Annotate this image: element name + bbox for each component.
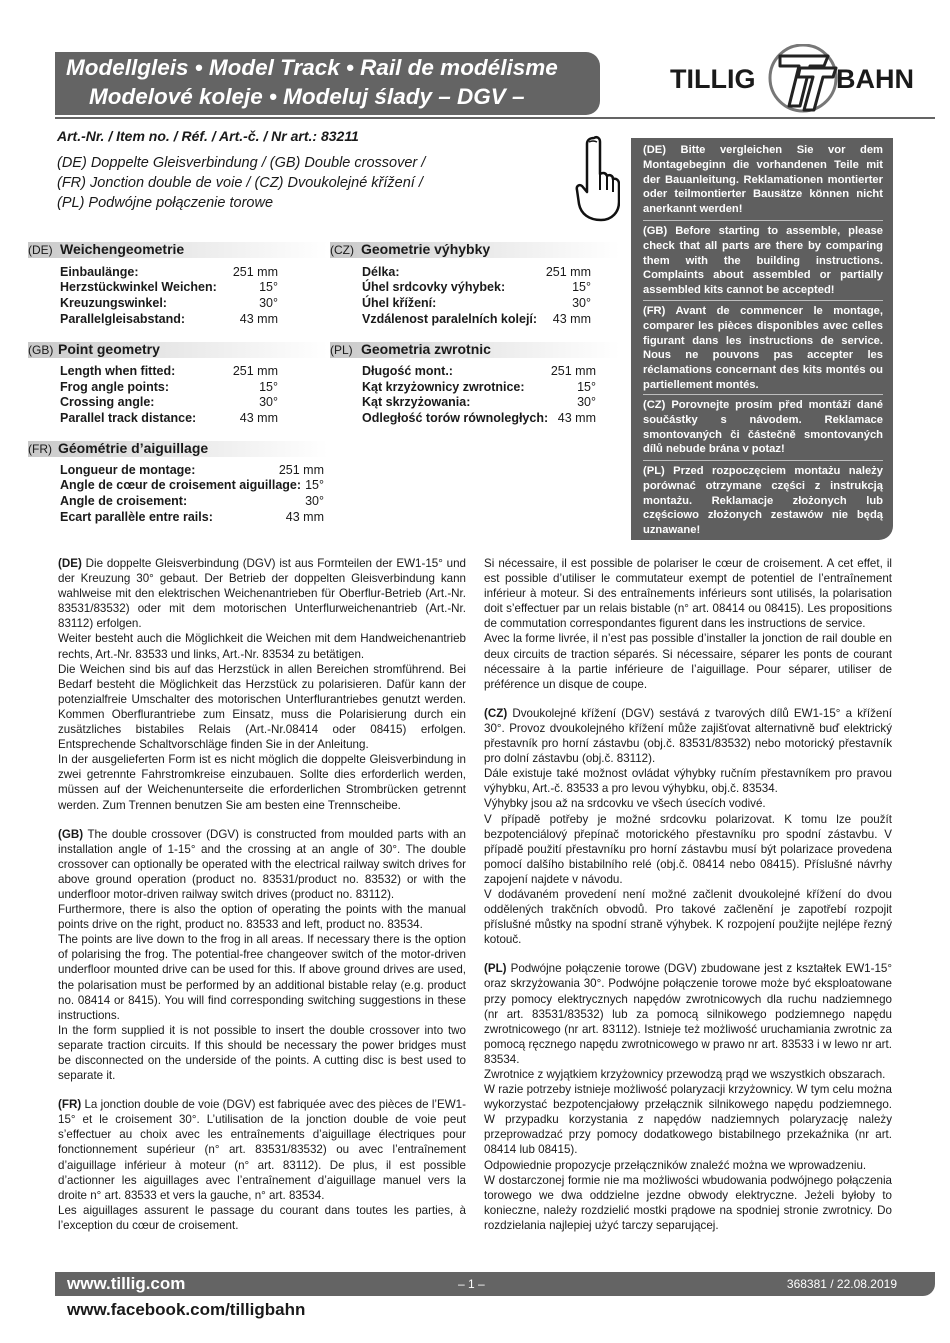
warning-divider xyxy=(643,300,883,301)
geometry-value: 251 mm xyxy=(550,364,596,378)
footer-bar xyxy=(55,1272,935,1296)
geometry-value: 30° xyxy=(572,296,591,310)
warning-box xyxy=(631,138,893,540)
warning-divider xyxy=(643,394,883,395)
geometry-label: Kreuzungswinkel: xyxy=(60,296,167,310)
geometry-label: Crossing angle: xyxy=(60,395,155,409)
article-desc-line2: (FR) Jonction double de voie / (CZ) Dvoukolejné křížení / xyxy=(57,175,423,191)
geometry-value: 43 mm xyxy=(239,411,278,425)
website-link[interactable]: www.tillig.com xyxy=(67,1274,186,1293)
warning-pl: (PL) Przed rozpoczęciem montażu należy porównać otrzymane części z instrukcją montażu. Reklamacje złożonych lub częściowo złożonych zestawów nie będą uznawane! xyxy=(643,465,883,537)
geometry-value: 43 mm xyxy=(285,510,324,524)
paragraph-fr: (FR) La jonction double de voie (DGV) est fabriquée avec des pièces de l’EW1-15° et le croisement 30°. L’utilisation de la jonction double de voie peut s’effectuer au choix avec les entraînements d’aiguillage électriques pour fonctionnement supérieur (n° art. 83531/83532) ou avec l’entraînement d’aiguillage inférieur à moteur (n° art. 83112). De plus, il est possible d’actionner les aiguillages avec l’entraînement d’aiguillage manuel vers la droite n° art. 83533 et vers la gauche, n° art. 83534. Les aiguillages assurent le passage du courant dans toutes les parties, à l’exception du cœur de croisement. xyxy=(58,1098,466,1232)
geometry-code: (FR) xyxy=(28,442,52,456)
lang-tag: (PL) xyxy=(484,962,507,976)
pointing-hand-icon xyxy=(575,134,620,222)
geometry-value: 43 mm xyxy=(552,312,591,326)
geometry-value: 30° xyxy=(259,395,278,409)
geometry-value: 251 mm xyxy=(232,364,278,378)
geometry-label: Parallel track distance: xyxy=(60,411,197,425)
geometry-code: (PL) xyxy=(330,343,353,357)
lang-tag: (DE) xyxy=(58,557,82,570)
paragraph-pl: (PL) Podwójne połączenie torowe (DGV) zbudowane jest z kształtek EW1-15° oraz skrzyżowania 30°. Podwójne połączenie torowe może być eksploatowane przy pomocy elektrycznych napędów zwrotnicowych dla ruchu nadziemnego (nr art. 83531/83532) lub za pomocą silnikowego podziemnego napędu zwrotnicowego (nr art. 83112). Istnieje też możliwość uruchamiania zwrotnic za pomocą ręcznego napędu zwrotnicowego w prawo nr art. 83533 i w lewo nr art. 83534. Zwrotnice z wyjątkiem krzyżownicy przewodzą prąd we wszystkich obszarach. W razie potrzeby istnieje możliwość polaryzacji krzyżownicy. W tym celu można wykorzystać bezpotencjałowy przełącznik silnikowego napędu podziemnego. W przypadku korzystania z napędów nadziemnych polaryzację należy przeprowadzać przy pomocy dodatkowego bistabilnego przekaźnika (nr art. 08414 lub 08415). Odpowiednie propozycje przełączników znaleźć można we wprowadzeniu. W dostarczonej formie nie ma możliwości wbudowania podwójnego połączenia torowego we dwa oddzielne jezdne obwody elektryczne. Jeżeli byłoby to konieczne, należy rozdzielić mostki prądowe na spodniej stronie zwrotnicy. Do rozdzielania najlepiej użyć tarczy separującej. xyxy=(484,962,892,1232)
lang-tag: (GB) xyxy=(58,827,84,841)
geometry-label: Length when fitted: xyxy=(60,364,176,378)
geometry-value: 43 mm xyxy=(239,312,278,326)
geometry-label: Einbaulänge: xyxy=(60,265,139,279)
paragraph-cz: (CZ) Dvoukolejné křížení (DGV) sestává z tvarových dílů EW1-15° a křížení 30°. Provoz dvoukolejného křížení může zajišťovat alternativně buď elektrický přestavník pro horní zástavbu (obj.č. 83531/83532) nebo motorický přestavník pro dolní zástavbu (obj.č. 83112). Dále existuje také možnost ovládat výhybky ručním přestavníkem pro pravou výhybku, Art.-č. 83533 a pro levou výhybku, obj.č. 83534. Výhybky jsou až na srdcovku ve všech úsecích vodivé. V případě potřeby je možné srdcovku polarizovat. K tomu lze použít bezpotenciálový přepínač motorického přestavníku pro spodní zástavbu. V případě použití přestavníku pro horní zástavbu musí být polarizace provedena pomocí dalšího bistabilního relé (obj.č. 08414 nebo 08415). Příslušné návrhy zapojení najdete v návodu. V dodávaném provedení není možné začlenit dvoukolejné křížení do dvou oddělených trakčních obvodů. Pro takové začlenění je zapotřebí rozpojit příslušné můstky na spodní straně výhybek. K rozpojení použijte nejlépe řezný kotouč. xyxy=(484,706,892,947)
geometry-label: Długość mont.: xyxy=(362,364,453,378)
page-number: – 1 – xyxy=(458,1277,485,1291)
geometry-label: Frog angle points: xyxy=(60,380,170,394)
geometry-title: Point geometry xyxy=(58,341,160,357)
geometry-value: 30° xyxy=(259,296,278,310)
facebook-link[interactable]: www.facebook.com/tilligbahn xyxy=(67,1300,306,1319)
geometry-value: 251 mm xyxy=(278,463,324,477)
geometry-label: Odległość torów równoległych: xyxy=(362,411,549,425)
lang-tag: (CZ) xyxy=(484,706,508,720)
logo-text-left: TILLIG xyxy=(670,64,756,94)
geometry-label: Longueur de montage: xyxy=(60,463,196,477)
geometry-label: Ecart parallèle entre rails: xyxy=(60,510,213,524)
geometry-code: (CZ) xyxy=(330,243,354,257)
geometry-label: Angle de cœur de croisement aiguillage: xyxy=(60,478,302,492)
warning-gb: (GB) Before starting to assemble, please check that all parts are there by comparing them with the building instructions. Complaints about assembled or partially assembled kits cannot be accepted! xyxy=(643,225,883,297)
geometry-value: 15° xyxy=(305,478,324,492)
warning-divider xyxy=(643,220,883,221)
geometry-value: 251 mm xyxy=(545,265,591,279)
geometry-label: Kąt skrzyżowania: xyxy=(362,395,471,409)
geometry-label: Herzstückwinkel Weichen: xyxy=(60,280,217,294)
logo-text-right: BAHN xyxy=(836,64,914,94)
geometry-header-cz xyxy=(330,242,620,258)
geometry-label: Úhel křížení: xyxy=(362,296,437,310)
paragraph-de: (DE) Die doppelte Gleisverbindung (DGV) ist aus Formteilen der EW1-15° und der Kreuzung 30° gebaut. Der Betrieb der doppelten Gleisverbindung kann wahlweise mit den elektrischen Weichenantrieben für Oberflur-Betrieb (Art.-Nr. 83531/83532) oder mit dem motorischen Unterflurweichenantrieb (Art.-Nr. 83112) erfolgen. Weiter besteht auch die Möglichkeit die Weichen mit dem Handweichenantrieb rechts, Art.-Nr. 83533 und links, Art.-Nr. 83534 zu betätigen. Die Weichen sind bis auf das Herzstück in allen Bereichen stromführend. Bei Bedarf besteht die Möglichkeit das Herzstück zu polarisieren. Dafür kann der potenzialfreie Umschalter des motorischen Unterflurantriebes genutzt werden. Kommen Oberflurantriebe zum Einsatz, muss die Polarisierung durch ein zusätzliches bistabiles Relais (Art.-Nr.08414 oder 08415) erfolgen. Entsprechende Schaltvorschläge finden Sie in der Anleitung. In der ausgelieferten Form ist es nicht möglich die doppelte Gleisverbindung in zwei getrennte Fahrstromkreise einzubauen. Sollte dies erforderlich werden, müssen auf der Weichenunterseite die erforderlichen Strombrücken getrennt werden. Zum Trennen benutzen Sie am besten eine Trennscheibe. xyxy=(58,557,466,812)
geometry-title: Geometrie výhybky xyxy=(361,241,491,257)
geometry-value: 251 mm xyxy=(232,265,278,279)
geometry-header-de xyxy=(28,242,328,258)
geometry-value: 30° xyxy=(305,494,324,508)
warning-de: (DE) Bitte vergleichen Sie vor dem Montagebeginn die vorhandenen Teile mit der Bauanleitung. Reklamationen montierter oder teilmontierter Bausätze können nicht anerkannt werden! xyxy=(643,144,883,216)
article-number: Art.-Nr. / Item no. / Réf. / Art.-č. / Nr art.: 83211 xyxy=(57,128,359,144)
geometry-value: 15° xyxy=(572,280,591,294)
geometry-header-gb xyxy=(28,342,328,358)
header-bar xyxy=(55,52,600,115)
warning-divider xyxy=(643,460,883,461)
paragraph-fr-continued: Si nécessaire, il est possible de polariser le cœur de croisement. A cet effet, il est possible d’utiliser le commutateur exempt de potentiel de l’entraînement inférieur à moteur. Si des entraînements inférieurs sont utilisés, la polarisation doit s’effectuer par un relais bistable (n° art. 08414 ou 08415). Les propositions de commutation correspondantes figurent dans les instructions de service. Avec la forme livrée, il n’est pas possible d’installer la jonction de rail double en deux circuits de traction séparés. Si nécessaire, séparer les ponts de courant nécessaire à la partie inférieure de l’aiguillage. Pour séparer, utiliser de préférence un disque de coupe. xyxy=(484,557,892,691)
geometry-header-pl xyxy=(330,342,620,358)
geometry-label: Parallelgleisabstand: xyxy=(60,312,186,326)
body-column-right xyxy=(484,556,892,1247)
paragraph-gb: (GB) The double crossover (DGV) is constructed from moulded parts with an installation angle of 1-15° and the crossing at an angle of 30°. The double crossover can optionally be operated with the electrical railway switch drives for above ground operation (product no. 83531/product no. 83532) or with the underfloor motor-driven railway switch drives (product no. 83112). Furthermore, there is also the option of operating the points with the manual points drive on the right, product no. 83533 and left, product no. 83534. The points are live down to the frog in all areas. If necessary there is the option of polarising the frog. The potential-free changeover switch of the motor-driven underfloor mounted drive can be used for this. If above ground drives are used, the polarisation must be performed by an additional bistable relay (e.g. product no. 08414 or 8415). You will find corresponding switching suggestions in these instructions. In the form supplied it is not possible to insert the double crossover into two separate traction circuits. If this should be necessary the power bridges must be disconnected on the underside of the points. A cutting disc is best used to separate it. xyxy=(58,827,466,1083)
warning-cz: (CZ) Porovnejte prosím před montáží dané součástky s návodem. Reklamace smontovaných či částečně smontovaných dílů nebude brána v potaz! xyxy=(643,399,883,456)
body-column-left xyxy=(58,556,466,1247)
geometry-value: 30° xyxy=(577,395,596,409)
geometry-value: 15° xyxy=(259,380,278,394)
warning-fr: (FR) Avant de commencer le montage, comparer les pièces disponibles avec celles figurant dans les instructions de service. Nous ne pouvons pas accepter les réclamations concernant des kits montés ou partiellement montés. xyxy=(643,305,883,391)
geometry-value: 15° xyxy=(577,380,596,394)
lang-tag: (FR) xyxy=(58,1098,82,1112)
tillig-bahn-logo xyxy=(668,44,938,118)
geometry-code: (DE) xyxy=(28,243,53,257)
geometry-code: (GB) xyxy=(28,343,54,357)
geometry-label: Kąt krzyżownicy zwrotnice: xyxy=(362,380,525,394)
geometry-label: Vzdálenost paralelních kolejí: xyxy=(362,312,538,326)
page-title-line1: Modellgleis • Model Track • Rail de modélisme xyxy=(66,55,558,80)
geometry-label: Délka: xyxy=(362,265,400,279)
geometry-title: Weichengeometrie xyxy=(60,241,185,257)
geometry-label: Úhel srdcovky výhybek: xyxy=(362,280,506,294)
article-desc-line1: (DE) Doppelte Gleisverbindung / (GB) Double crossover / xyxy=(57,155,426,171)
geometry-title: Géométrie d’aiguillage xyxy=(58,440,209,456)
page-title-line2: Modelové koleje • Modeluj ślady – DGV – xyxy=(89,84,525,109)
geometry-value: 15° xyxy=(259,280,278,294)
article-desc-line3: (PL) Podwójne połączenie torowe xyxy=(57,195,274,211)
geometry-header-fr xyxy=(28,441,328,457)
geometry-value: 43 mm xyxy=(557,411,596,425)
document-id: 368381 / 22.08.2019 xyxy=(786,1277,897,1291)
geometry-title: Geometria zwrotnic xyxy=(361,341,491,357)
geometry-label: Angle de croisement: xyxy=(60,494,188,508)
